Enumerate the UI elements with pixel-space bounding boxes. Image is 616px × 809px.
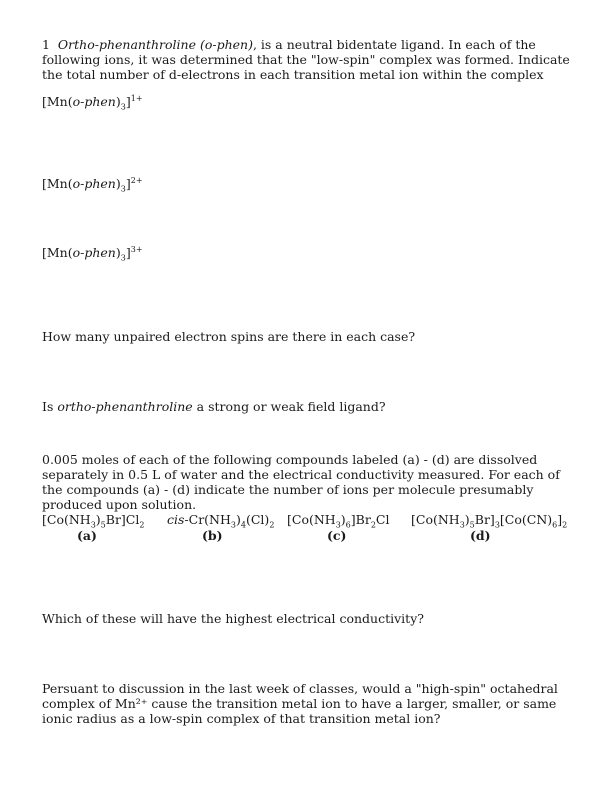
compound-a: $[Co(NH_3)_5Br]Cl_2$ <box>42 512 145 530</box>
ligand-name: Ortho-phenanthroline (o-phen) <box>57 37 253 52</box>
label-d: (d) <box>470 528 491 543</box>
ion-1: $[Mn(o-phen)_3]^{1+}$ <box>42 93 143 112</box>
label-c: (c) <box>327 528 347 543</box>
label-b: (b) <box>202 528 223 543</box>
label-a: (a) <box>77 528 97 543</box>
question-5: Which of these will have the highest electrical conductivity? <box>42 611 424 626</box>
compound-d: $[Co(NH_3)_5Br]_3[Co(CN)_6]_2$ <box>411 512 568 530</box>
question-2: How many unpaired electron spins are there in each case? <box>42 329 416 344</box>
ion-2: $[Mn(o-phen)_3]^{2+}$ <box>42 175 143 194</box>
compound-b: cis-$Cr(NH_3)_4(Cl)_2$ <box>167 512 275 530</box>
question-3: Is ortho-phenanthroline a strong or weak field ligand? <box>42 399 386 414</box>
compound-c: $[Co(NH_3)_6]Br_2Cl$ <box>287 512 390 530</box>
ion-3: $[Mn(o-phen)_3]^{3+}$ <box>42 244 143 263</box>
question-1-number: 1 <box>42 37 50 52</box>
question-6: Persuant to discussion in the last week of classes, would a "high-spin" octahedral complex of Mn²⁺ cause the transition metal ion to have a larger, smaller, or same ionic radius as a low-spin complex of that transition metal ion? <box>42 681 558 726</box>
compounds-row <box>42 512 602 552</box>
question-1-text: , is a neutral bidentate ligand. In each of the following ions, it was determined that the "low-spin" complex was formed. Indicate the total number of d-electrons in each transition metal ion within the complex <box>42 37 570 82</box>
question-1 <box>42 37 572 82</box>
question-4: 0.005 moles of each of the following compounds labeled (a) - (d) are dissolved separately in 0.5 L of water and the electrical conductivity measured. For each of the compounds (a) - (d) indicate the number of ions per molecule presumably produced upon solution. <box>42 452 560 512</box>
